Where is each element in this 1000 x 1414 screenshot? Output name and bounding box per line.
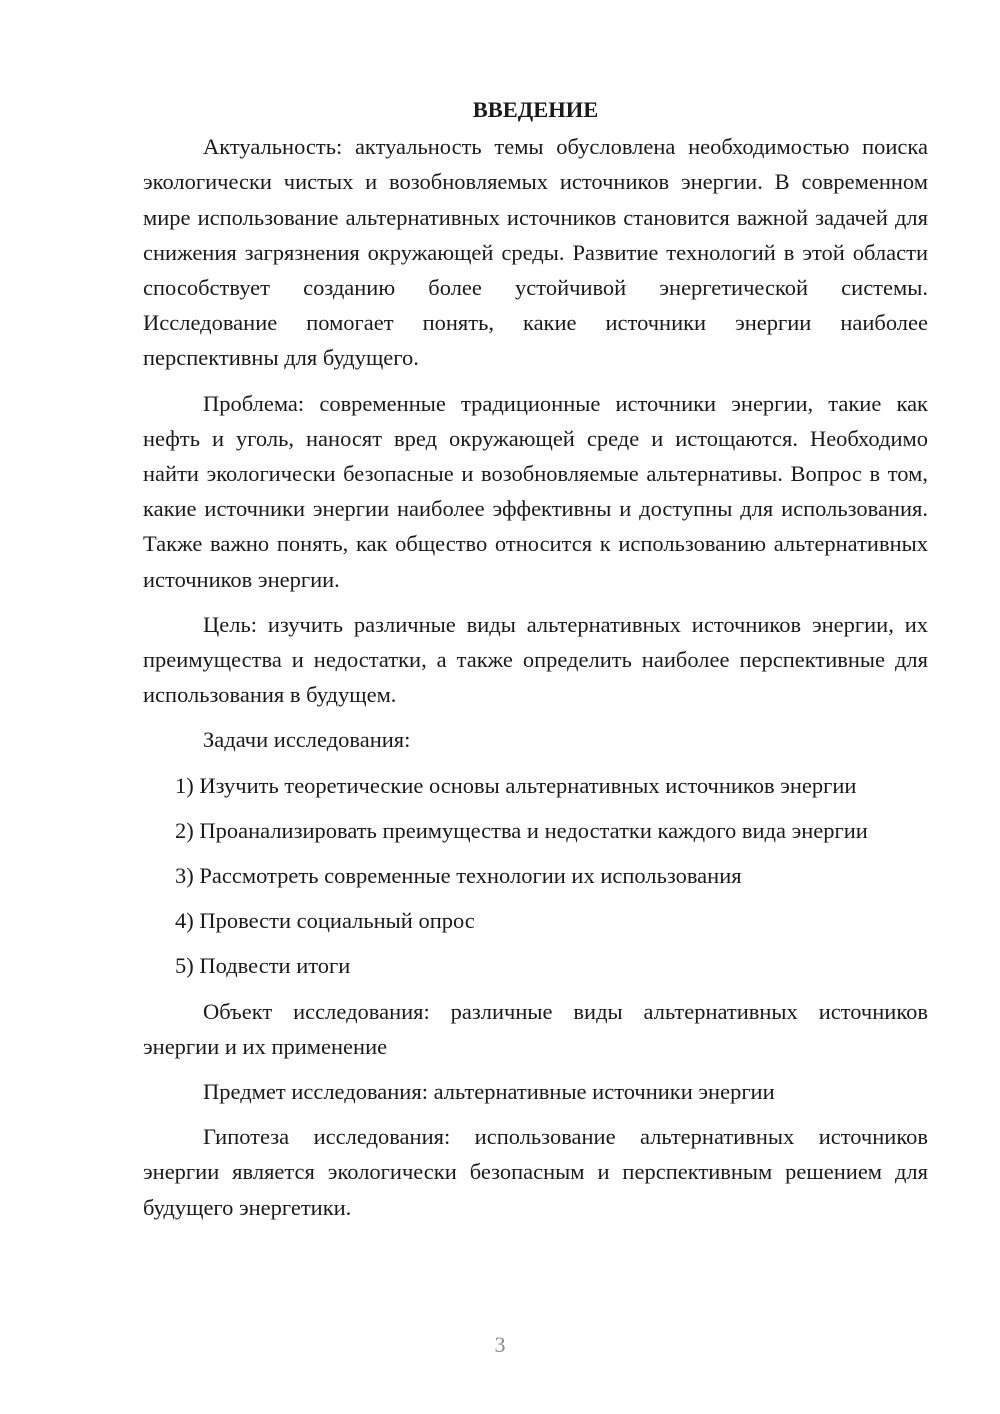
task-item-1: 1) Изучить теоретические основы альтернативных источников энергии (175, 772, 857, 798)
task-item-3: 3) Рассмотреть современные технологии их использования (175, 863, 742, 889)
task-item-5: 5) Подвести итоги (175, 953, 351, 979)
tasks-heading: Задачи исследования: (203, 727, 411, 753)
page-number: 3 (494, 1332, 506, 1357)
object-paragraph: Объект исследования: различные виды альтернативных источников энергии и их применение (143, 998, 928, 1059)
document-body (143, 92, 928, 1235)
hypothesis-paragraph: Гипотеза исследования: использование альтернативных источников энергии является экологически безопасным и перспективным решением для будущего энергетики. (143, 1124, 928, 1220)
problem-paragraph: Проблема: современные традиционные источники энергии, такие как нефть и уголь, наносят вред окружающей среде и истощаются. Необходимо найти экологически безопасные и возобновляемые альтернативы. Вопрос в том, какие источники энергии наиболее эффективны и доступны для использования. Также важно понять, как общество относится к использованию альтернативных источников энергии. (143, 390, 928, 592)
task-item-4: 4) Провести социальный опрос (175, 908, 475, 934)
relevance-paragraph: Актуальность: актуальность темы обусловлена необходимостью поиска экологически чистых и возобновляемых источников энергии. В современном мире использование альтернативных источников становится важной задачей для снижения загрязнения окружающей среды. Развитие технологий в этой области способствует созданию более устойчивой энергетической системы. Исследование помогает понять, какие источники энергии наиболее перспективны для будущего. (143, 134, 928, 371)
subject-paragraph: Предмет исследования: альтернативные источники энергии (203, 1079, 775, 1105)
section-heading: ВВЕДЕНИЕ (472, 97, 599, 122)
goal-paragraph: Цель: изучить различные виды альтернативных источников энергии, их преимущества и недостатки, а также определить наиболее перспективные для использования в будущем. (143, 611, 928, 708)
task-item-2: 2) Проанализировать преимущества и недостатки каждого вида энергии (175, 817, 868, 843)
